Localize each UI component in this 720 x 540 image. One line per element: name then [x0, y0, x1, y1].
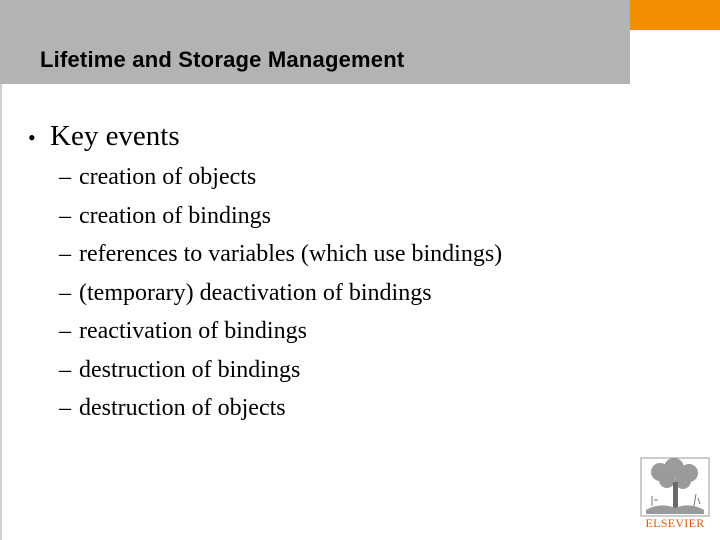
sub-bullet-item — [59, 203, 502, 242]
sub-bullet-item — [59, 164, 502, 203]
accent-bar — [630, 0, 720, 30]
bullet-dot-icon: • — [28, 125, 36, 150]
sub-bullet-text: destruction of bindings — [79, 356, 301, 383]
left-rule — [0, 84, 2, 540]
slide-content — [28, 120, 502, 434]
sub-bullet-list — [28, 164, 502, 434]
sub-bullet-item — [59, 357, 502, 396]
sub-bullet-text: destruction of objects — [79, 395, 286, 421]
dash-icon: – — [59, 202, 71, 229]
sub-bullet-item — [59, 241, 502, 280]
sub-bullet-text: creation of bindings — [79, 202, 271, 229]
dash-icon: – — [59, 395, 71, 421]
dash-icon: – — [59, 279, 71, 306]
dash-icon: – — [59, 318, 71, 344]
sub-bullet-text: references to variables (which use bindings) — [79, 241, 503, 267]
sub-bullet-text: (temporary) deactivation of bindings — [79, 279, 432, 306]
sub-bullet-item — [59, 395, 502, 434]
dash-icon: – — [59, 164, 71, 190]
dash-icon: – — [59, 241, 71, 267]
sub-bullet-item — [59, 280, 502, 319]
bullet-key-events — [28, 120, 502, 160]
bullet-text: Key events — [50, 120, 180, 152]
slide-title: Lifetime and Storage Management — [40, 47, 405, 72]
sub-bullet-text: creation of objects — [79, 164, 257, 190]
elsevier-wordmark: ELSEVIER — [645, 516, 705, 530]
sub-bullet-item — [59, 318, 502, 357]
dash-icon: – — [59, 356, 71, 383]
sub-bullet-text: reactivation of bindings — [79, 318, 307, 344]
